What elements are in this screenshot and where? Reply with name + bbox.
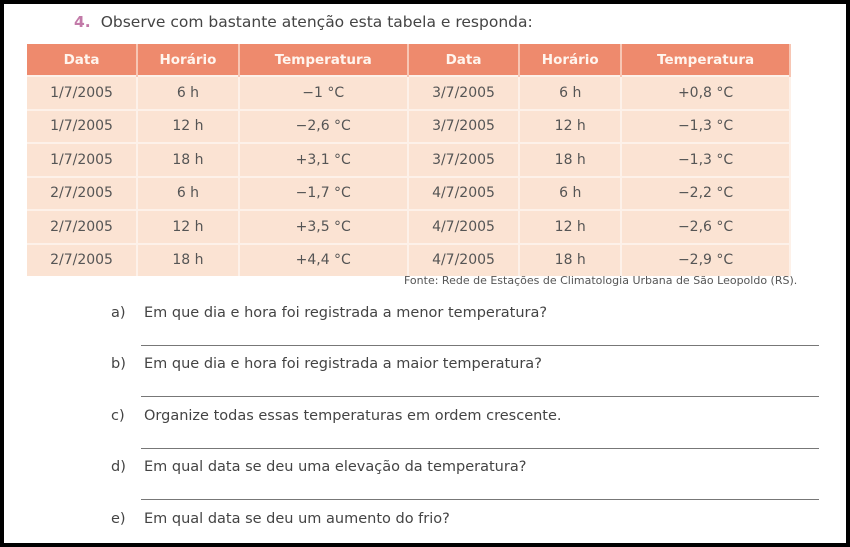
source-note: Fonte: Rede de Estações de Climatologia Urbana de São Leopoldo (RS). bbox=[404, 274, 798, 287]
column-header: Temperatura bbox=[239, 44, 408, 76]
table-cell: 18 h bbox=[137, 143, 239, 177]
table-cell: +4,4 °C bbox=[239, 244, 408, 277]
table-cell: 18 h bbox=[137, 244, 239, 277]
column-header: Horário bbox=[519, 44, 621, 76]
table-cell: 6 h bbox=[137, 76, 239, 110]
question-text: Em qual data se deu uma elevação da temperatura? bbox=[144, 459, 527, 475]
table-cell: −1,7 °C bbox=[239, 177, 408, 211]
table-cell: 1/7/2005 bbox=[27, 143, 137, 177]
question-text: Em que dia e hora foi registrada a maior temperatura? bbox=[144, 356, 542, 372]
column-header: Data bbox=[27, 44, 137, 76]
table-cell: 12 h bbox=[137, 110, 239, 144]
temperature-table bbox=[27, 44, 791, 276]
table-row bbox=[27, 143, 790, 177]
table-cell: 6 h bbox=[519, 76, 621, 110]
table-cell: 6 h bbox=[519, 177, 621, 211]
table-cell: 3/7/2005 bbox=[408, 143, 520, 177]
table-row bbox=[27, 210, 790, 244]
table-cell: 2/7/2005 bbox=[27, 177, 137, 211]
answer-line[interactable] bbox=[141, 396, 819, 397]
exercise-title bbox=[74, 13, 533, 31]
table-cell: −1,3 °C bbox=[621, 143, 790, 177]
question bbox=[111, 356, 542, 372]
question-text: Em que dia e hora foi registrada a menor temperatura? bbox=[144, 305, 548, 321]
question bbox=[111, 408, 562, 424]
question-label: d) bbox=[111, 459, 126, 475]
table-cell: +0,8 °C bbox=[621, 76, 790, 110]
answer-line[interactable] bbox=[141, 499, 819, 500]
table-row bbox=[27, 177, 790, 211]
answer-line[interactable] bbox=[141, 448, 819, 449]
table-row bbox=[27, 76, 790, 110]
table-cell: 4/7/2005 bbox=[408, 210, 520, 244]
table-cell: −1,3 °C bbox=[621, 110, 790, 144]
column-header: Data bbox=[408, 44, 520, 76]
question-label: b) bbox=[111, 356, 126, 372]
table-cell: 3/7/2005 bbox=[408, 76, 520, 110]
table-cell: 1/7/2005 bbox=[27, 76, 137, 110]
table-cell: 12 h bbox=[519, 210, 621, 244]
table-cell: 3/7/2005 bbox=[408, 110, 520, 144]
table-row bbox=[27, 244, 790, 277]
table-row bbox=[27, 110, 790, 144]
table-cell: 1/7/2005 bbox=[27, 110, 137, 144]
question bbox=[111, 459, 526, 475]
table-cell: +3,1 °C bbox=[239, 143, 408, 177]
table-cell: 12 h bbox=[137, 210, 239, 244]
question bbox=[111, 305, 547, 321]
question-label: a) bbox=[111, 305, 126, 321]
column-header: Horário bbox=[137, 44, 239, 76]
table-cell: −2,2 °C bbox=[621, 177, 790, 211]
question-label: c) bbox=[111, 408, 125, 424]
table-cell: 6 h bbox=[137, 177, 239, 211]
question-label: e) bbox=[111, 511, 126, 527]
table-cell: −2,6 °C bbox=[239, 110, 408, 144]
question bbox=[111, 511, 450, 527]
column-header: Temperatura bbox=[621, 44, 790, 76]
table-cell: −1 °C bbox=[239, 76, 408, 110]
table-cell: 2/7/2005 bbox=[27, 244, 137, 277]
table-cell: −2,6 °C bbox=[621, 210, 790, 244]
table-cell: 18 h bbox=[519, 143, 621, 177]
table-cell: 4/7/2005 bbox=[408, 177, 520, 211]
exercise-number: 4. bbox=[74, 13, 91, 31]
exercise-prompt: Observe com bastante atenção esta tabela e responda: bbox=[100, 13, 533, 31]
table-cell: +3,5 °C bbox=[239, 210, 408, 244]
table-cell: 12 h bbox=[519, 110, 621, 144]
question-text: Organize todas essas temperaturas em ordem crescente. bbox=[144, 408, 562, 424]
table-cell: 18 h bbox=[519, 244, 621, 277]
table-cell: −2,9 °C bbox=[621, 244, 790, 277]
answer-line[interactable] bbox=[141, 345, 819, 346]
question-text: Em qual data se deu um aumento do frio? bbox=[144, 511, 450, 527]
table-cell: 2/7/2005 bbox=[27, 210, 137, 244]
table-cell: 4/7/2005 bbox=[408, 244, 520, 277]
